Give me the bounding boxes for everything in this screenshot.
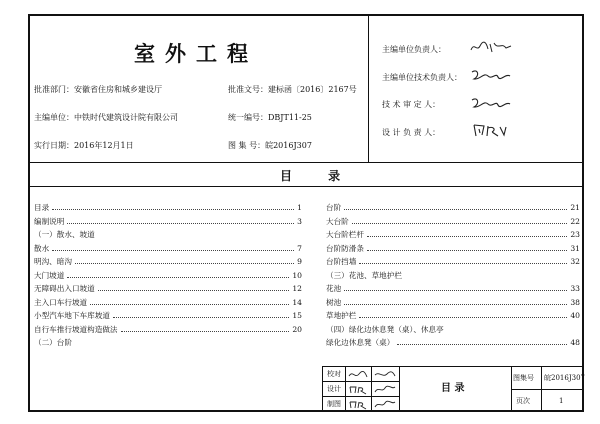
toc-page: 38 xyxy=(570,297,580,307)
approval-dept: 批准部门：安徽省住房和城乡建设厅 xyxy=(34,85,162,94)
toc-row xyxy=(326,217,580,227)
drawing-sheet xyxy=(28,14,584,412)
tb-page-label: 页次 xyxy=(516,397,530,405)
toc-label: 草地护栏 xyxy=(326,311,357,320)
toc-leader xyxy=(52,250,294,251)
toc-leader xyxy=(98,290,289,291)
signature-chief-editor xyxy=(468,38,514,56)
header-separator xyxy=(30,162,582,163)
tb-draw-label: 制图 xyxy=(327,400,341,408)
toc-page: 22 xyxy=(570,216,580,226)
toc-row xyxy=(34,298,302,308)
toc-leader xyxy=(90,304,289,305)
unified-number: 统一编号：DBJT11-25 xyxy=(228,113,312,122)
toc-page: 14 xyxy=(292,297,302,307)
tb-page-value: 1 xyxy=(559,397,564,405)
tb-draw-signature xyxy=(347,399,369,410)
toc-label: 明沟、暗沟 xyxy=(34,257,72,266)
toc-label: 大台阶 xyxy=(326,216,349,226)
signature-design-lead xyxy=(470,121,510,139)
toc-label: 大门坡道 xyxy=(34,270,65,280)
tb-design-signature xyxy=(347,384,369,395)
toc-leader xyxy=(52,209,294,210)
toc-label: 主入口车行坡道 xyxy=(34,297,88,307)
toc-row xyxy=(326,325,580,335)
toc-label: 绿化边休息凳（桌） xyxy=(326,338,395,347)
toc-separator xyxy=(30,186,582,187)
signature-tech-review xyxy=(468,94,514,112)
toc-label: 编制说明 xyxy=(34,216,65,226)
toc-leader xyxy=(359,263,567,264)
toc-label: 台阶 xyxy=(326,203,342,212)
toc-row xyxy=(34,338,302,348)
toc-row xyxy=(34,325,302,335)
toc-leader xyxy=(113,317,289,318)
role-tech-lead: 主编单位技术负责人： xyxy=(382,73,462,82)
toc-page: 33 xyxy=(570,284,580,293)
toc-label: （一）散水、坡道 xyxy=(34,230,95,239)
toc-row xyxy=(34,311,302,321)
toc-row xyxy=(326,284,580,294)
tb-atlas-label: 图集号 xyxy=(513,374,534,382)
toc-page: 23 xyxy=(570,230,580,239)
approval-doc: 批准文号：建标函〔2016〕2167号 xyxy=(228,85,357,94)
toc-label: 自行车推行坡道构造做法 xyxy=(34,324,118,334)
role-design-lead: 设 计 负 责 人： xyxy=(382,128,441,137)
toc-row xyxy=(34,284,302,294)
toc-page: 31 xyxy=(570,243,580,253)
tb-design-label: 设计 xyxy=(327,385,341,393)
tb-drawing-name: 目 录 xyxy=(441,383,465,394)
toc-label: 台阶防滑条 xyxy=(326,243,364,253)
toc-page: 40 xyxy=(570,311,580,320)
toc-page: 21 xyxy=(570,203,580,212)
toc-label: 散水 xyxy=(34,243,50,253)
toc-row xyxy=(326,244,580,254)
toc-page: 48 xyxy=(570,338,580,347)
toc-label: 花池 xyxy=(326,284,342,293)
toc-leader xyxy=(344,209,567,210)
toc-label: 树池 xyxy=(326,297,342,307)
toc-row xyxy=(34,257,302,267)
toc-leader xyxy=(344,304,567,305)
toc-label: 大台阶栏杆 xyxy=(326,230,364,239)
toc-page: 32 xyxy=(570,257,580,266)
toc-page: 3 xyxy=(297,216,302,226)
header-divider xyxy=(368,16,369,162)
editor-unit: 主编单位：中铁时代建筑设计院有限公司 xyxy=(34,113,178,122)
role-tech-review: 技 术 审 定 人： xyxy=(382,100,441,109)
toc-row xyxy=(326,257,580,267)
tb-design-signature-2 xyxy=(373,384,397,395)
toc-page: 10 xyxy=(292,270,302,280)
tb-check-signature-2 xyxy=(373,369,397,380)
toc-row xyxy=(326,311,580,321)
toc-page: 1 xyxy=(297,203,302,212)
toc-row xyxy=(34,244,302,254)
toc-leader xyxy=(67,277,289,278)
toc-heading: 目 录 xyxy=(280,169,357,183)
title-block xyxy=(322,366,584,412)
toc-label: 台阶挡墙 xyxy=(326,257,357,266)
tb-check-signature xyxy=(347,369,369,380)
toc-row xyxy=(326,298,580,308)
toc-row xyxy=(326,230,580,240)
toc-leader xyxy=(121,331,289,332)
toc-leader xyxy=(344,290,567,291)
toc-page: 20 xyxy=(292,324,302,334)
toc-leader xyxy=(397,344,567,345)
tb-draw-signature-2 xyxy=(373,399,397,410)
toc-page: 9 xyxy=(297,257,302,266)
toc-row xyxy=(34,230,302,240)
toc-row xyxy=(326,338,580,348)
toc-label: （三）花池、草地护栏 xyxy=(326,270,402,280)
toc-label: 小型汽车地下车库坡道 xyxy=(34,311,110,320)
tb-atlas-value: 皖2016J307 xyxy=(544,374,585,382)
toc-row xyxy=(34,203,302,213)
toc-label: （四）绿化边休息凳（桌）、休息亭 xyxy=(326,324,444,334)
signature-tech-lead xyxy=(468,66,514,84)
toc-leader xyxy=(352,223,567,224)
toc-leader xyxy=(67,223,294,224)
toc-row xyxy=(326,203,580,213)
toc-page: 15 xyxy=(292,311,302,320)
page-title: 室外工程 xyxy=(134,41,258,66)
toc-row xyxy=(34,217,302,227)
tb-check-label: 校对 xyxy=(327,370,341,378)
toc-row xyxy=(326,271,580,281)
effective-date: 实行日期：2016年12月1日 xyxy=(34,141,134,150)
toc-leader xyxy=(359,317,567,318)
atlas-number: 图 集 号：皖2016J307 xyxy=(228,141,312,150)
role-chief-editor: 主编单位负责人： xyxy=(382,45,446,54)
toc-row xyxy=(34,271,302,281)
toc-leader xyxy=(75,263,294,264)
toc-leader xyxy=(367,250,567,251)
toc-leader xyxy=(367,236,567,237)
toc-page: 12 xyxy=(292,284,302,293)
toc-label: 目录 xyxy=(34,203,50,212)
toc-label: 无障碍出入口坡道 xyxy=(34,284,95,293)
toc-page: 7 xyxy=(297,243,302,253)
toc-label: （二）台阶 xyxy=(34,338,72,347)
